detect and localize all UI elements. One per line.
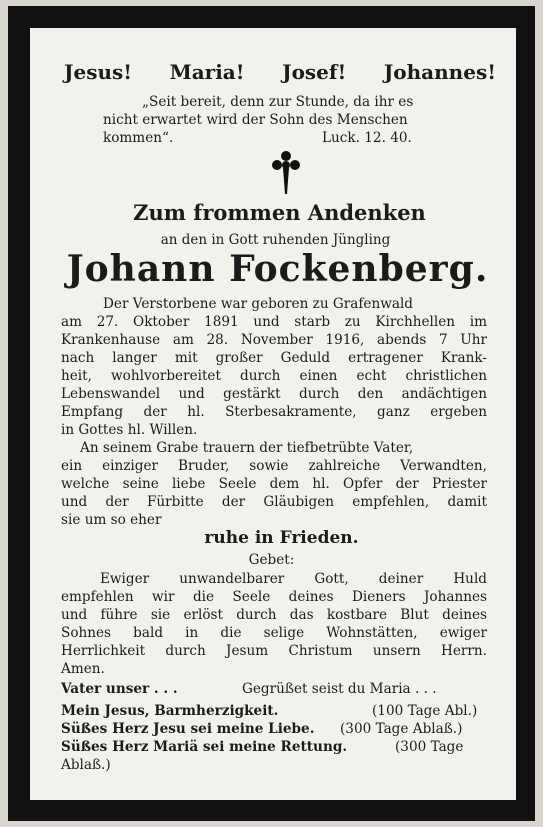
quote-line: „Seit bereit, denn zur Stunde, da ihr es bbox=[142, 94, 414, 110]
bio-line: am 27. Oktober 1891 und starb zu Kirchhellen im bbox=[61, 314, 487, 330]
bio-line: Lebenswandel und gestärkt durch den andächtigen bbox=[61, 386, 487, 402]
bio-line: Krankenhause am 28. November 1916, abends 7 Uhr bbox=[61, 332, 487, 348]
indulgence-note: (300 Tage Ablaß.) bbox=[340, 721, 463, 737]
indulgence-tail: Ablaß.) bbox=[61, 757, 111, 773]
bio-line: heit, wohlvorbereitet durch einen echt christlichen bbox=[61, 368, 487, 384]
saint-maria: Maria! bbox=[169, 60, 245, 84]
indulgence-text: Süßes Herz Mariä sei meine Rettung. bbox=[61, 739, 348, 755]
bio-line: in Gottes hl. Willen. bbox=[61, 422, 198, 438]
deceased-name: Johann Fockenberg. bbox=[66, 248, 489, 290]
bio-line: Der Verstorbene war geboren zu Grafenwald bbox=[103, 296, 413, 312]
quote-reference: Luck. 12. 40. bbox=[322, 130, 412, 146]
memorial-subheading: an den in Gott ruhenden Jüngling bbox=[160, 232, 391, 248]
quote-line: nicht erwartet wird der Sohn des Menschen bbox=[103, 112, 408, 128]
closing-prayer-right: Gegrüßet seist du Maria . . . bbox=[242, 681, 437, 697]
indulgence-note: (100 Tage Abl.) bbox=[372, 703, 478, 719]
prayer-line: und führe sie erlöst durch das kostbare Blut deines bbox=[61, 607, 487, 623]
saint-johannes: Johannes! bbox=[383, 60, 496, 84]
quote-line: kommen“. bbox=[103, 130, 174, 146]
bio-line: Empfang der hl. Sterbesakramente, ganz ergeben bbox=[61, 404, 487, 420]
bio-line: nach langer mit großer Geduld ertragener Krank- bbox=[61, 350, 487, 366]
prayer-line: Sohnes bald in die selige Wohnstätten, ewiger bbox=[61, 625, 487, 641]
saints-header bbox=[64, 60, 496, 84]
mourning-line: und der Fürbitte der Gläubigen empfehlen, damit bbox=[61, 494, 487, 510]
mourning-line: ein einziger Bruder, sowie zahlreiche Verwandten, bbox=[61, 458, 487, 474]
prayer-line: Ewiger unwandelbarer Gott, deiner Huld bbox=[100, 571, 487, 587]
indulgence-text: Süßes Herz Jesu sei meine Liebe. bbox=[61, 721, 315, 737]
saint-josef: Josef! bbox=[282, 60, 347, 84]
saint-jesus: Jesus! bbox=[64, 60, 133, 84]
indulgence-note: (300 Tage bbox=[395, 739, 464, 755]
indulgence-text: Mein Jesus, Barmherzigkeit. bbox=[61, 703, 279, 719]
cross-icon bbox=[271, 150, 301, 196]
mourning-line: sie um so eher bbox=[61, 512, 162, 528]
memorial-heading: Zum frommen Andenken bbox=[133, 200, 426, 225]
mourning-line: An seinem Grabe trauern der tiefbetrübte Vater, bbox=[80, 440, 414, 456]
closing-prayer-left: Vater unser . . . bbox=[61, 681, 178, 697]
prayer-heading: Gebet: bbox=[248, 552, 295, 568]
prayer-line: Herrlichkeit durch Jesum Christum unsern Herrn. bbox=[61, 643, 487, 659]
rest-in-peace: ruhe in Frieden. bbox=[204, 528, 359, 548]
prayer-line: Amen. bbox=[61, 661, 105, 677]
mourning-line: welche seine liebe Seele dem hl. Opfer der Priester bbox=[61, 476, 487, 492]
prayer-line: empfehlen wir die Seele deines Dieners Johannes bbox=[61, 589, 487, 605]
